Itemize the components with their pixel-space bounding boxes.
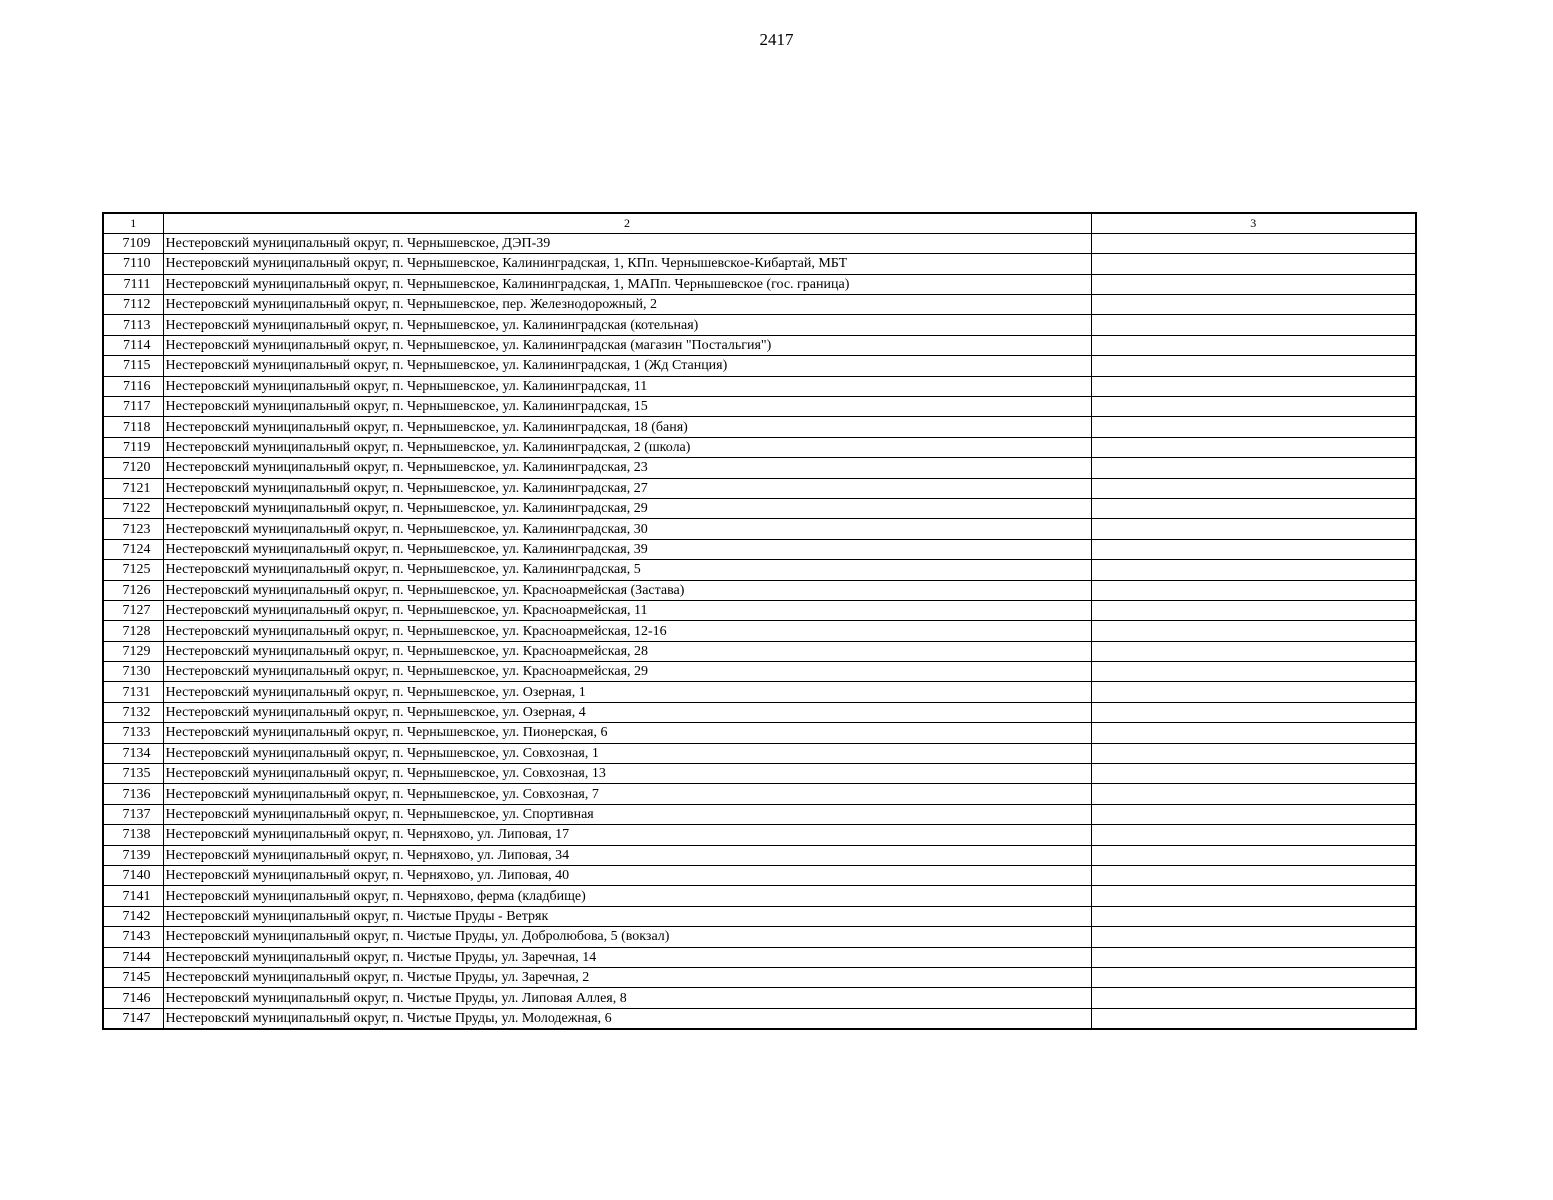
address-cell: Нестеровский муниципальный округ, п. Чернышевское, ул. Калининградская, 11	[163, 376, 1091, 396]
address-cell: Нестеровский муниципальный округ, п. Чернышевское, ул. Калининградская, 23	[163, 458, 1091, 478]
row-number-cell: 7131	[103, 682, 163, 702]
column-3-cell	[1091, 376, 1416, 396]
table-row	[103, 988, 1416, 1008]
address-cell: Нестеровский муниципальный округ, п. Чернышевское, ул. Совхозная, 13	[163, 764, 1091, 784]
row-number-cell: 7124	[103, 539, 163, 559]
table-row	[103, 254, 1416, 274]
address-cell: Нестеровский муниципальный округ, п. Чернышевское, ул. Калининградская, 2 (школа)	[163, 437, 1091, 457]
column-3-cell	[1091, 356, 1416, 376]
address-cell: Нестеровский муниципальный округ, п. Чистые Пруды, ул. Молодежная, 6	[163, 1008, 1091, 1028]
address-cell: Нестеровский муниципальный округ, п. Чернышевское, Калининградская, 1, МАПп. Чернышевское (гос. граница)	[163, 274, 1091, 294]
row-number-cell: 7146	[103, 988, 163, 1008]
column-3-cell	[1091, 560, 1416, 580]
table-row	[103, 315, 1416, 335]
table-row	[103, 927, 1416, 947]
column-header-3: 3	[1091, 213, 1416, 233]
table-body	[103, 233, 1416, 1028]
column-3-cell	[1091, 254, 1416, 274]
address-cell: Нестеровский муниципальный округ, п. Чернышевское, ул. Красноармейская, 11	[163, 600, 1091, 620]
row-number-cell: 7145	[103, 967, 163, 987]
address-cell: Нестеровский муниципальный округ, п. Чернышевское, ул. Совхозная, 7	[163, 784, 1091, 804]
table-row	[103, 274, 1416, 294]
column-3-cell	[1091, 804, 1416, 824]
column-3-cell	[1091, 478, 1416, 498]
row-number-cell: 7137	[103, 804, 163, 824]
column-3-cell	[1091, 621, 1416, 641]
table-row	[103, 764, 1416, 784]
column-3-cell	[1091, 519, 1416, 539]
row-number-cell: 7111	[103, 274, 163, 294]
table-row	[103, 335, 1416, 355]
address-cell: Нестеровский муниципальный округ, п. Чернышевское, пер. Железнодорожный, 2	[163, 295, 1091, 315]
address-cell: Нестеровский муниципальный округ, п. Чернышевское, ул. Калининградская, 30	[163, 519, 1091, 539]
address-cell: Нестеровский муниципальный округ, п. Черняхово, ферма (кладбище)	[163, 886, 1091, 906]
row-number-cell: 7113	[103, 315, 163, 335]
row-number-cell: 7118	[103, 417, 163, 437]
address-cell: Нестеровский муниципальный округ, п. Чернышевское, ул. Калининградская, 15	[163, 397, 1091, 417]
column-3-cell	[1091, 967, 1416, 987]
column-3-cell	[1091, 295, 1416, 315]
row-number-cell: 7117	[103, 397, 163, 417]
address-cell: Нестеровский муниципальный округ, п. Чернышевское, ул. Озерная, 4	[163, 702, 1091, 722]
column-3-cell	[1091, 1008, 1416, 1028]
table-row	[103, 825, 1416, 845]
row-number-cell: 7138	[103, 825, 163, 845]
table-row	[103, 580, 1416, 600]
address-cell: Нестеровский муниципальный округ, п. Чернышевское, ул. Красноармейская, 29	[163, 662, 1091, 682]
column-3-cell	[1091, 825, 1416, 845]
column-3-cell	[1091, 498, 1416, 518]
column-3-cell	[1091, 417, 1416, 437]
row-number-cell: 7119	[103, 437, 163, 457]
table-row	[103, 437, 1416, 457]
row-number-cell: 7127	[103, 600, 163, 620]
column-3-cell	[1091, 458, 1416, 478]
address-cell: Нестеровский муниципальный округ, п. Чернышевское, ул. Калининградская, 29	[163, 498, 1091, 518]
address-cell: Нестеровский муниципальный округ, п. Чистые Пруды, ул. Липовая Аллея, 8	[163, 988, 1091, 1008]
column-3-cell	[1091, 702, 1416, 722]
column-3-cell	[1091, 866, 1416, 886]
column-3-cell	[1091, 723, 1416, 743]
column-3-cell	[1091, 886, 1416, 906]
column-3-cell	[1091, 682, 1416, 702]
table-row	[103, 743, 1416, 763]
table-row	[103, 947, 1416, 967]
row-number-cell: 7132	[103, 702, 163, 722]
column-3-cell	[1091, 600, 1416, 620]
table-row	[103, 682, 1416, 702]
address-table-container	[102, 212, 1415, 1030]
address-cell: Нестеровский муниципальный округ, п. Чистые Пруды, ул. Заречная, 14	[163, 947, 1091, 967]
address-cell: Нестеровский муниципальный округ, п. Чернышевское, ул. Спортивная	[163, 804, 1091, 824]
table-row	[103, 376, 1416, 396]
column-3-cell	[1091, 845, 1416, 865]
table-row	[103, 478, 1416, 498]
address-cell: Нестеровский муниципальный округ, п. Чернышевское, ул. Озерная, 1	[163, 682, 1091, 702]
row-number-cell: 7114	[103, 335, 163, 355]
row-number-cell: 7128	[103, 621, 163, 641]
row-number-cell: 7147	[103, 1008, 163, 1028]
table-row	[103, 458, 1416, 478]
row-number-cell: 7123	[103, 519, 163, 539]
column-3-cell	[1091, 437, 1416, 457]
row-number-cell: 7116	[103, 376, 163, 396]
row-number-cell: 7141	[103, 886, 163, 906]
address-cell: Нестеровский муниципальный округ, п. Черняхово, ул. Липовая, 40	[163, 866, 1091, 886]
table-row	[103, 417, 1416, 437]
table-row	[103, 906, 1416, 926]
column-3-cell	[1091, 764, 1416, 784]
column-header-2: 2	[163, 213, 1091, 233]
table-header	[103, 213, 1416, 233]
table-row	[103, 498, 1416, 518]
page-number: 2417	[759, 30, 794, 49]
address-cell: Нестеровский муниципальный округ, п. Черняхово, ул. Липовая, 17	[163, 825, 1091, 845]
column-3-cell	[1091, 743, 1416, 763]
table-row	[103, 560, 1416, 580]
table-row	[103, 845, 1416, 865]
row-number-cell: 7142	[103, 906, 163, 926]
column-3-cell	[1091, 335, 1416, 355]
row-number-cell: 7112	[103, 295, 163, 315]
table-row	[103, 519, 1416, 539]
address-cell: Нестеровский муниципальный округ, п. Чернышевское, ул. Красноармейская, 12-16	[163, 621, 1091, 641]
address-cell: Нестеровский муниципальный округ, п. Чернышевское, ул. Калининградская (магазин "Постальгия")	[163, 335, 1091, 355]
row-number-cell: 7110	[103, 254, 163, 274]
row-number-cell: 7126	[103, 580, 163, 600]
column-3-cell	[1091, 580, 1416, 600]
column-3-cell	[1091, 641, 1416, 661]
column-header-1: 1	[103, 213, 163, 233]
address-cell: Нестеровский муниципальный округ, п. Чистые Пруды, ул. Заречная, 2	[163, 967, 1091, 987]
address-cell: Нестеровский муниципальный округ, п. Чернышевское, ул. Красноармейская (Застава)	[163, 580, 1091, 600]
column-3-cell	[1091, 906, 1416, 926]
address-cell: Нестеровский муниципальный округ, п. Чернышевское, ул. Красноармейская, 28	[163, 641, 1091, 661]
address-cell: Нестеровский муниципальный округ, п. Чернышевское, ул. Калининградская, 5	[163, 560, 1091, 580]
table-row	[103, 886, 1416, 906]
column-3-cell	[1091, 662, 1416, 682]
column-3-cell	[1091, 947, 1416, 967]
address-cell: Нестеровский муниципальный округ, п. Чернышевское, Калининградская, 1, КПп. Чернышевское-Кибартай, МБТ	[163, 254, 1091, 274]
row-number-cell: 7125	[103, 560, 163, 580]
address-cell: Нестеровский муниципальный округ, п. Чернышевское, ул. Калининградская, 1 (Жд Станция)	[163, 356, 1091, 376]
row-number-cell: 7122	[103, 498, 163, 518]
table-row	[103, 1008, 1416, 1028]
row-number-cell: 7143	[103, 927, 163, 947]
row-number-cell: 7121	[103, 478, 163, 498]
row-number-cell: 7139	[103, 845, 163, 865]
table-row	[103, 641, 1416, 661]
table-row	[103, 784, 1416, 804]
address-cell: Нестеровский муниципальный округ, п. Чистые Пруды, ул. Добролюбова, 5 (вокзал)	[163, 927, 1091, 947]
column-3-cell	[1091, 233, 1416, 253]
row-number-cell: 7144	[103, 947, 163, 967]
table-row	[103, 233, 1416, 253]
address-cell: Нестеровский муниципальный округ, п. Черняхово, ул. Липовая, 34	[163, 845, 1091, 865]
row-number-cell: 7120	[103, 458, 163, 478]
table-row	[103, 804, 1416, 824]
table-row	[103, 621, 1416, 641]
header-row	[103, 213, 1416, 233]
row-number-cell: 7140	[103, 866, 163, 886]
row-number-cell: 7115	[103, 356, 163, 376]
column-3-cell	[1091, 397, 1416, 417]
column-3-cell	[1091, 988, 1416, 1008]
row-number-cell: 7136	[103, 784, 163, 804]
table-row	[103, 967, 1416, 987]
row-number-cell: 7135	[103, 764, 163, 784]
address-cell: Нестеровский муниципальный округ, п. Чернышевское, ул. Калининградская (котельная)	[163, 315, 1091, 335]
table-row	[103, 295, 1416, 315]
column-3-cell	[1091, 784, 1416, 804]
table-row	[103, 539, 1416, 559]
row-number-cell: 7130	[103, 662, 163, 682]
table-row	[103, 723, 1416, 743]
table-row	[103, 702, 1416, 722]
column-3-cell	[1091, 927, 1416, 947]
table-row	[103, 397, 1416, 417]
column-3-cell	[1091, 315, 1416, 335]
row-number-cell: 7109	[103, 233, 163, 253]
row-number-cell: 7134	[103, 743, 163, 763]
table-row	[103, 356, 1416, 376]
address-table	[102, 212, 1417, 1030]
address-cell: Нестеровский муниципальный округ, п. Чернышевское, ул. Калининградская, 27	[163, 478, 1091, 498]
row-number-cell: 7133	[103, 723, 163, 743]
table-row	[103, 600, 1416, 620]
row-number-cell: 7129	[103, 641, 163, 661]
address-cell: Нестеровский муниципальный округ, п. Чернышевское, ул. Калининградская, 18 (баня)	[163, 417, 1091, 437]
table-row	[103, 866, 1416, 886]
table-row	[103, 662, 1416, 682]
column-3-cell	[1091, 274, 1416, 294]
address-cell: Нестеровский муниципальный округ, п. Чистые Пруды - Ветряк	[163, 906, 1091, 926]
address-cell: Нестеровский муниципальный округ, п. Чернышевское, ДЭП-39	[163, 233, 1091, 253]
column-3-cell	[1091, 539, 1416, 559]
address-cell: Нестеровский муниципальный округ, п. Чернышевское, ул. Калининградская, 39	[163, 539, 1091, 559]
address-cell: Нестеровский муниципальный округ, п. Чернышевское, ул. Совхозная, 1	[163, 743, 1091, 763]
address-cell: Нестеровский муниципальный округ, п. Чернышевское, ул. Пионерская, 6	[163, 723, 1091, 743]
